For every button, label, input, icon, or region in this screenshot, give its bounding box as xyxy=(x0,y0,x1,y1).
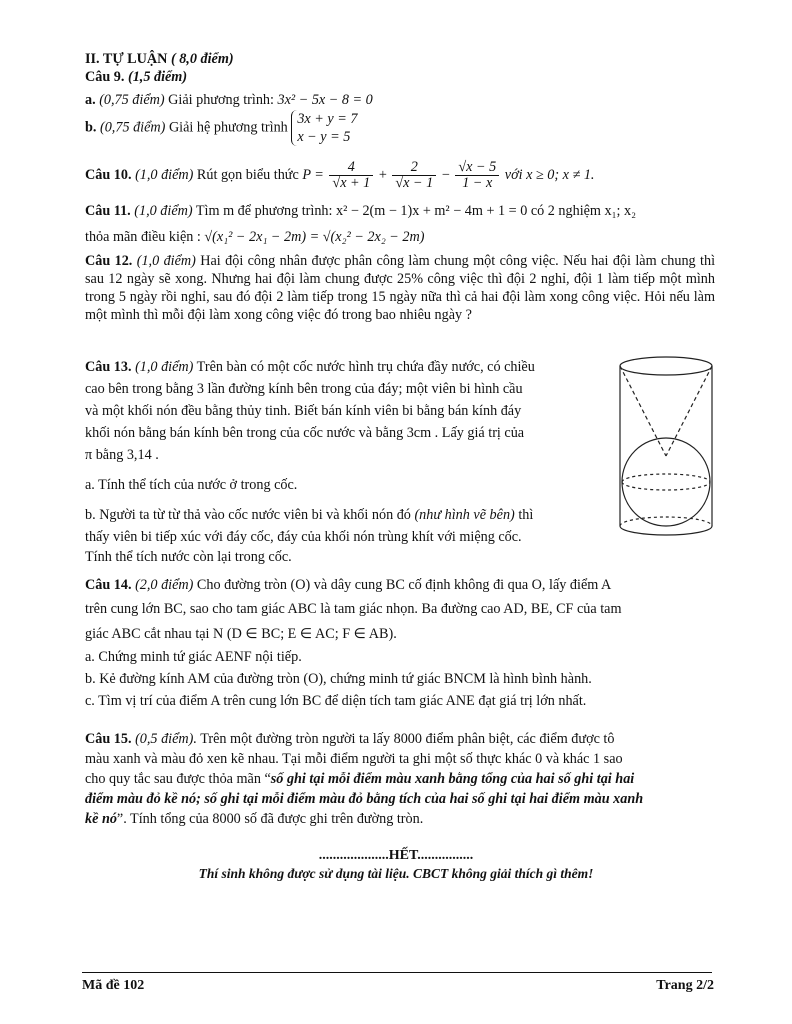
q14-a: a. Chứng minh tứ giác AENF nội tiếp. xyxy=(85,649,302,665)
q13-l1: Trên bàn có một cốc nước hình trụ chứa đầy nước, có chiều xyxy=(196,359,535,375)
q13-b1 xyxy=(85,506,533,524)
q13-l5: π bằng 3,14 . xyxy=(85,447,159,463)
q15-l5-italic: kề nó xyxy=(85,811,117,827)
end-note: Thí sinh không được sử dụng tài liệu. CBCT không giải thích gì thêm! xyxy=(198,866,594,881)
q14-label: Câu 14. xyxy=(85,577,132,593)
q9-label: Câu 9. xyxy=(85,69,125,85)
cone-right xyxy=(666,366,712,456)
section-points: ( 8,0 điểm) xyxy=(170,51,234,67)
q14-line1 xyxy=(85,576,611,594)
cone-left xyxy=(620,366,666,456)
q12-points: (1,0 điểm) xyxy=(136,253,196,269)
q9-points: (1,5 điểm) xyxy=(127,69,188,85)
q9-heading xyxy=(85,68,187,86)
q14-l1: Cho đường tròn (O) và dây cung BC cố định không đi qua O, lấy điểm A xyxy=(196,577,612,593)
q15-l1: Trên một đường tròn người ta lấy 8000 điểm phân biệt, các điểm được tô xyxy=(200,731,615,747)
q15-line3 xyxy=(85,770,634,788)
q12-label: Câu 12. xyxy=(85,253,133,269)
q15-line5 xyxy=(85,810,423,828)
q14-l2: trên cung lớn BC, sao cho tam giác ABC là tam giác nhọn. Ba đường cao AD, BE, CF của tam xyxy=(85,601,622,617)
q10-p: P = xyxy=(302,166,324,183)
exam-code: Mã đề 102 xyxy=(82,978,145,993)
q12-text: Hai đội công nhân được phân công làm chung một công việc. Nếu hai đội làm chung thì sau 12 ngày sẽ xong. Nhưng hai đội làm chung được 25% công việc thì đội 2 nghỉ, đội 1 làm tiếp một mình trong 5 ngày rồi nghỉ, sau đó đội 2 làm tiếp trong 15 ngày nữa thì cả hai đội làm xong công việc. Hỏi nếu làm một mình thì mỗi đội làm xong công việc đó trong bao nhiêu ngày ? xyxy=(85,253,716,323)
q10-condition: với x ≥ 0; x ≠ 1. xyxy=(504,166,595,183)
q15-points: (0,5 điểm). xyxy=(135,731,197,747)
end-marker: ....................HẾT................ xyxy=(318,848,474,863)
q13-b3: Tính thể tích nước còn lại trong cốc. xyxy=(85,549,292,565)
q9a-equation: 3x² − 5x − 8 = 0 xyxy=(277,92,373,108)
q9a xyxy=(85,91,373,109)
q13-label: Câu 13. xyxy=(85,359,132,375)
q9b-eq2: x − y = 5 xyxy=(297,129,351,145)
q15-l5-post: ”. Tính tổng của 8000 số đã được ghi trên đường tròn. xyxy=(116,811,424,827)
q13-points: (1,0 điểm) xyxy=(135,359,194,375)
q9a-label: a. xyxy=(85,92,96,108)
q10-points: (1,0 điểm) xyxy=(135,166,194,183)
q13-l3: và một khối nón đều bằng thủy tinh. Biết bán kính viên bi bằng bán kính đáy xyxy=(85,403,522,419)
cylinder-bottom-back xyxy=(620,517,712,526)
q9b-text: Giải hệ phương trình xyxy=(168,119,288,136)
q11-text: Tìm m để phương trình: x² − 2(m − 1)x + m² − 4m + 1 = 0 có 2 nghiệm x₁; x₂ xyxy=(195,203,637,219)
q10-fraction-2 xyxy=(392,160,436,191)
sphere-equator-back xyxy=(622,474,710,482)
q10-f2-num: 2 xyxy=(392,160,436,176)
q9b-points: (0,75 điểm) xyxy=(99,119,166,136)
q11-line2 xyxy=(85,228,425,246)
section-header xyxy=(85,50,234,68)
q10-minus: − xyxy=(441,166,450,183)
q15-l3-pre: cho quy tắc sau được thỏa mãn “ xyxy=(85,771,271,787)
q11-label: Câu 11. xyxy=(85,203,131,219)
q13-l4: khối nón bằng bán kính bên trong của cốc nước và bằng 3cm . Lấy giá trị của xyxy=(85,425,525,441)
q13-b2: thấy viên bi tiếp xúc với đáy cốc, đáy của khối nón trùng khít với miệng cốc. xyxy=(85,529,522,545)
q15-l2: màu xanh và màu đỏ xen kẽ nhau. Tại mỗi điểm người ta ghi một số thực khác 0 và khác 1 sao xyxy=(85,751,623,767)
q10-plus: + xyxy=(378,166,387,183)
cylinder-top xyxy=(620,357,712,375)
q10-f1-den: √x + 1 xyxy=(332,175,371,191)
q10-text: Rút gọn biểu thức xyxy=(196,166,299,183)
footer-rule xyxy=(82,972,712,973)
q11-points: (1,0 điểm) xyxy=(134,203,193,219)
q10-label: Câu 10. xyxy=(85,166,132,183)
q12 xyxy=(85,252,715,324)
q10-fraction-3 xyxy=(455,160,499,191)
cylinder-cone-sphere-figure xyxy=(612,352,720,540)
q15-l3-italic: số ghi tại mỗi điểm màu xanh bằng tổng của hai số ghi tại hai xyxy=(270,771,635,787)
sphere xyxy=(622,438,710,526)
q15-line1 xyxy=(85,730,614,748)
q10-f2-den: √x − 1 xyxy=(395,175,434,191)
q11-cond-text: thỏa mãn điều kiện : xyxy=(85,229,201,245)
q15-label: Câu 15. xyxy=(85,731,132,747)
q15-l4: điểm màu đỏ kề nó; số ghi tại mỗi điểm màu đỏ bằng tích của hai số ghi tại hai điểm màu xanh xyxy=(85,791,644,807)
q14-points: (2,0 điểm) xyxy=(135,577,194,593)
q9b xyxy=(85,110,357,146)
q13-b1-pre: b. Người ta từ từ thả vào cốc nước viên bi và khối nón đó xyxy=(85,507,411,523)
q9a-text: Giải phương trình: xyxy=(168,92,274,108)
sphere-equator-front xyxy=(622,482,710,490)
q14-b: b. Kẻ đường kính AM của đường tròn (O), chứng minh tứ giác BNCM là hình bình hành. xyxy=(85,671,592,687)
q14-c: c. Tìm vị trí của điểm A trên cung lớn BC để diện tích tam giác ANE đạt giá trị lớn nhất. xyxy=(85,693,587,709)
q10-fraction-1 xyxy=(329,160,373,191)
q9b-eq1: 3x + y = 7 xyxy=(297,111,358,127)
q13-line1 xyxy=(85,358,535,376)
q9b-label: b. xyxy=(85,119,97,136)
q11-line1 xyxy=(85,202,636,220)
q9a-points: (0,75 điểm) xyxy=(99,92,165,108)
q13-l2: cao bên trong bằng 3 lần đường kính bên trong của đáy; một viên bi hình cầu xyxy=(85,381,523,397)
section-title: II. TỰ LUẬN xyxy=(85,51,168,67)
q13-b1-post: thì xyxy=(518,507,534,523)
page-number: Trang 2/2 xyxy=(656,978,714,993)
q13-a: a. Tính thể tích của nước ở trong cốc. xyxy=(85,477,298,493)
q13-b1-italic: (như hình vẽ bên) xyxy=(414,507,515,523)
q10-f3-den: 1 − x xyxy=(462,175,493,191)
q10-f3-num: √x − 5 xyxy=(455,160,499,176)
q10 xyxy=(85,160,594,191)
q10-f1-num: 4 xyxy=(329,160,373,176)
q9b-system xyxy=(291,110,357,146)
cylinder-bottom-front xyxy=(620,526,712,535)
q11-cond-eq: √(x₁² − 2x₁ − 2m) = √(x₂² − 2x₂ − 2m) xyxy=(204,229,425,245)
q14-l3: giác ABC cắt nhau tại N (D ∈ BC; E ∈ AC; F ∈ AB). xyxy=(85,626,397,642)
